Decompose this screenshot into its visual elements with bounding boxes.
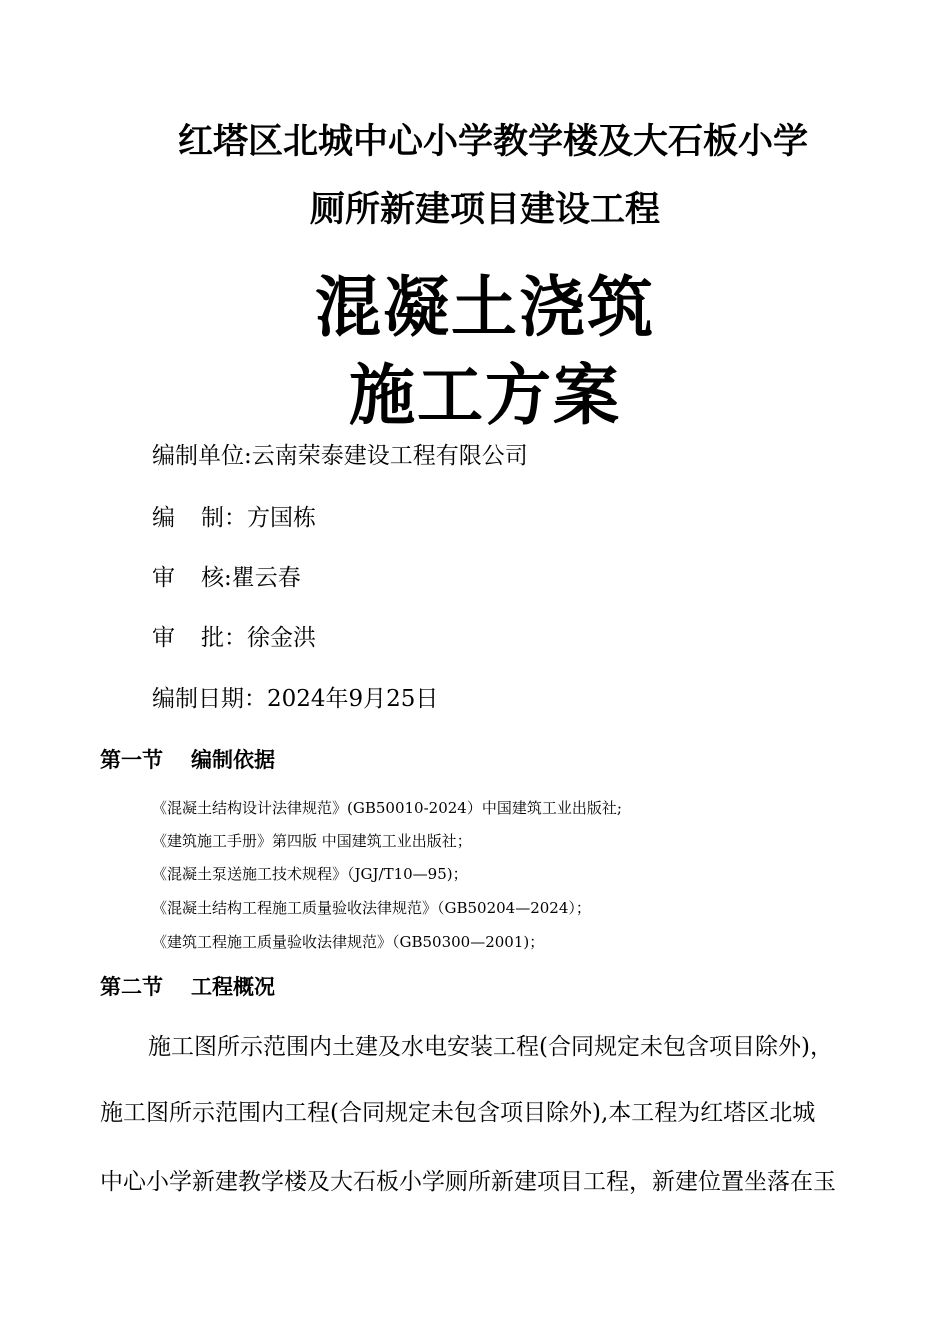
reference-item: 《混凝土结构工程施工质量验收法律规范》（GB50204—2024）；	[152, 899, 591, 917]
compile-date-value: 2024年9月25日	[267, 686, 439, 712]
document-title-line-2: 施工方案	[349, 357, 621, 434]
project-title-line-1: 红塔区北城中心小学教学楼及大石板小学	[178, 122, 809, 162]
section-2-title: 工程概况	[191, 975, 275, 999]
project-title-line-2: 厕所新建项目建设工程	[309, 190, 660, 230]
compiler-value: 方国栋	[247, 505, 316, 531]
compile-date-row	[152, 683, 438, 715]
document-title-line-1: 混凝土浇筑	[315, 269, 655, 346]
compiler-row	[152, 502, 316, 534]
reference-item: 《建筑施工手册》第四版 中国建筑工业出版社；	[152, 832, 472, 850]
reviewer-separator: :	[224, 565, 232, 591]
approver-row	[152, 622, 316, 654]
compiling-unit-value: 云南荣泰建设工程有限公司	[251, 443, 528, 469]
section-2-number: 第二节	[100, 975, 163, 999]
section-1-number: 第一节	[100, 748, 163, 772]
reference-item: 《混凝土泵送施工技术规程》（JGJ/T10—95)；	[152, 865, 468, 883]
overview-paragraph-line: 施工图所示范围内工程(合同规定未包含项目除外),本工程为红塔区北城	[100, 1100, 816, 1126]
reference-item: 《建筑工程施工质量验收法律规范》（GB50300—2001)；	[152, 933, 545, 951]
overview-paragraph-line: 中心小学新建教学楼及大石板小学厕所新建项目工程，新建位置坐落在玉	[100, 1169, 836, 1195]
reviewer-label: 审 核	[152, 565, 224, 591]
approver-value: 徐金洪	[247, 625, 316, 651]
compiler-separator: ：	[224, 505, 247, 531]
reviewer-row	[152, 562, 301, 594]
section-2-heading	[100, 972, 275, 1002]
reviewer-value: 瞿云春	[231, 565, 301, 591]
compiler-label: 编 制	[152, 505, 224, 531]
compiling-unit-label: 编制单位:	[152, 443, 252, 469]
reference-item: 《混凝土结构设计法律规范》(GB50010-2024）中国建筑工业出版社;	[152, 799, 622, 817]
compiling-unit-row	[152, 440, 528, 472]
section-1-heading	[100, 745, 275, 775]
approver-label: 审 批	[152, 625, 224, 651]
approver-separator: ：	[224, 625, 247, 651]
overview-paragraph-line: 施工图所示范围内土建及水电安装工程(合同规定未包含项目除外)，	[148, 1034, 833, 1060]
compile-date-label: 编制日期：	[152, 686, 267, 712]
section-1-title: 编制依据	[191, 748, 275, 772]
